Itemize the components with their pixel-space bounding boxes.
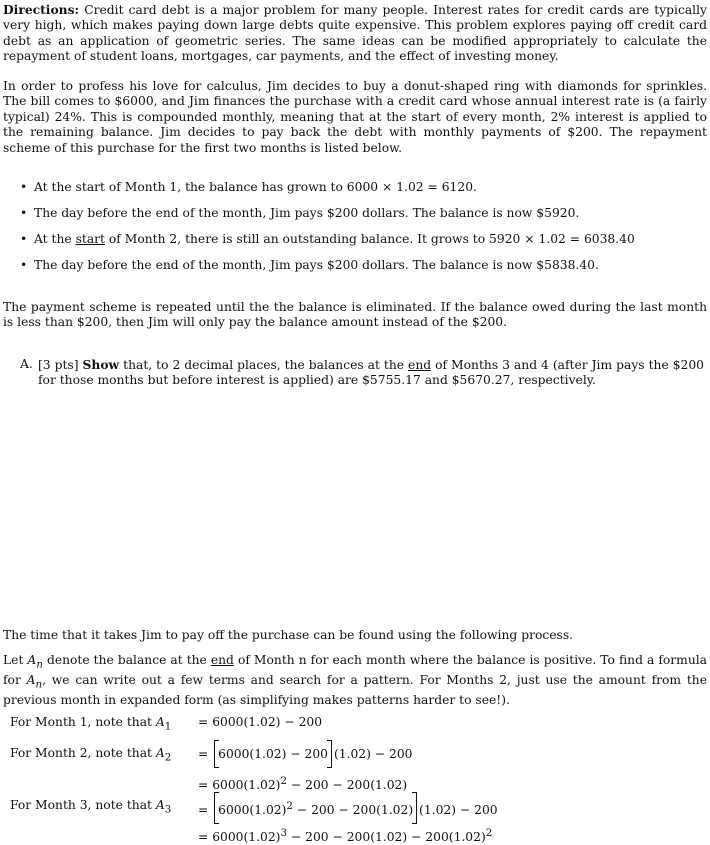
repayment-scheme-list	[18, 180, 698, 284]
worksheet-page: Directions: Credit card debt is a major problem for many people. Interest rates for credit cards are typically very high, which makes paying down large debts quite expensive. This problem explores paying off credit card debt as an application of geometric series. The same ideas can be modified appropriately to calculate the repayment of student loans, mortgages, car payments, and the effect of investing money. In order to profess his love for calculus, Jim decides to buy a donut-shaped ring with diamonds for sprinkles. The bill comes to $6000, and Jim finances the purchase with a credit card whose annual interest rate is (a fairly typical) 24%. This is compounded monthly, meaning that at the start of every month, 2% interest is applied to the remaining balance. Jim decides to pay back the debt with monthly payments of $200. The repayment scheme of this purchase for the first two months is listed below. • At the start of Month 1, the balance has grown to 6000 × 1.02 = 6120. • The day before the end of the month, Jim pays $200 dollars. The balance is now $5920. • At the start of Month 2, there is still an outstanding balance. It grows to 5920 × 1.02 = 6038.40 • The day before the end of the month, Jim pays $200 dollars. The balance is now $5838.40. The payment scheme is repeated until the the balance is eliminated. If the balance owed during the last month is less than $200, then Jim will only pay the balance amount instead of the $200. A. [3 pts] Show that, to 2 decimal places, the balances at the end of Months 3 and 4 (after Jim pays the $200 for those months but before interest is applied) are $5755.17 and $5670.27, respectively. The time that it takes Jim to pay off the purchase can be found using the following process. Let $A_n$ denote the balance at the end of Month n for each month where the balance is positive. To find a formula for $A_n$, we can write out a few terms and search for a pattern. For Months 2, just use the amount from the previous month in expanded form (as simplifying makes patterns harder to see!). For Month 1, note that $A_1$ = 6000(1.02) − 200 For Month 2, note that $A_2$ = 6000(1.02) − 200 (1.02) − 200 = $6000(1.02)^2 - 200 - 200(1.02)$ For Month 3, note that $A_3$ = $6000(1.02)^2 - 200 - 200(1.02) (1.02) - 200$ = $6000(1.02)^3 - 200 - 200(1.02) - 200(1.02)^2$	[0, 0, 710, 845]
list-item: • At the start of Month 1, the balance has grown to 6000 × 1.02 = 6120.	[20, 180, 477, 194]
directions-heading: Directions:	[3, 2, 80, 17]
bullet-icon: •	[20, 258, 28, 272]
bullet-icon: •	[20, 206, 28, 220]
part-a-question: A. [3 pts] Show that, to 2 decimal places, the balances at the end of Months 3 and 4 (after Jim pays the $200 for those months but before interest is applied) are $5755.17 and $5670.27, respectively.	[20, 357, 704, 388]
directions-text: Credit card debt is a major problem for many people. Interest rates for credit cards are typically very high, which makes paying down large debts quite expensive. This problem explores paying off credit card debt as an application of geometric series. The same ideas can be modified appropriately to calculate the repayment of student loans, mortgages, car payments, and the effect of investing money.	[3, 3, 708, 64]
let-paragraph: Let $A_n$ denote the balance at the end of Month n for each month where the balance is positive. To find a formula for $A_n$, we can write out a few terms and search for a pattern. For Months 2, just use the amount from the previous month in expanded form (as simplifying makes patterns harder to see!).	[3, 653, 708, 707]
list-item: • The day before the end of the month, Jim pays $200 dollars. The balance is now $5920.	[20, 206, 580, 220]
bracket-group: 6000(1.02) − 200	[218, 747, 329, 761]
intro-paragraph: In order to profess his love for calculus, Jim decides to buy a donut-shaped ring with diamonds for sprinkles. The bill comes to $6000, and Jim finances the purchase with a credit card whose annual interest rate is (a fairly typical) 24%. This is compounded monthly, meaning that at the start of every month, 2% interest is applied to the remaining balance. Jim decides to pay back the debt with monthly payments of $200. The repayment scheme of this purchase for the first two months is listed below.	[3, 79, 707, 155]
directions-paragraph	[0, 2, 710, 65]
bracket-group: $6000(1.02)^2 - 200 - 200(1.02)$	[216, 797, 415, 819]
part-a-label: A.	[20, 357, 33, 371]
bullet-icon: •	[20, 232, 28, 246]
list-item: • At the start of Month 2, there is still an outstanding balance. It grows to 5920 × 1.02 = 6038.40	[20, 232, 635, 246]
repeat-paragraph: The payment scheme is repeated until the the balance is eliminated. If the balance owed during the last month is less than $200, then Jim will only pay the balance amount instead of the $200.	[3, 300, 707, 330]
part-a-show: Show	[82, 357, 120, 372]
time-paragraph: The time that it takes Jim to pay off the purchase can be found using the following process.	[3, 628, 574, 642]
part-a-points: [3 pts]	[38, 358, 79, 372]
list-item: • The day before the end of the month, Jim pays $200 dollars. The balance is now $5838.40.	[20, 258, 599, 272]
bullet-icon: •	[20, 180, 28, 194]
